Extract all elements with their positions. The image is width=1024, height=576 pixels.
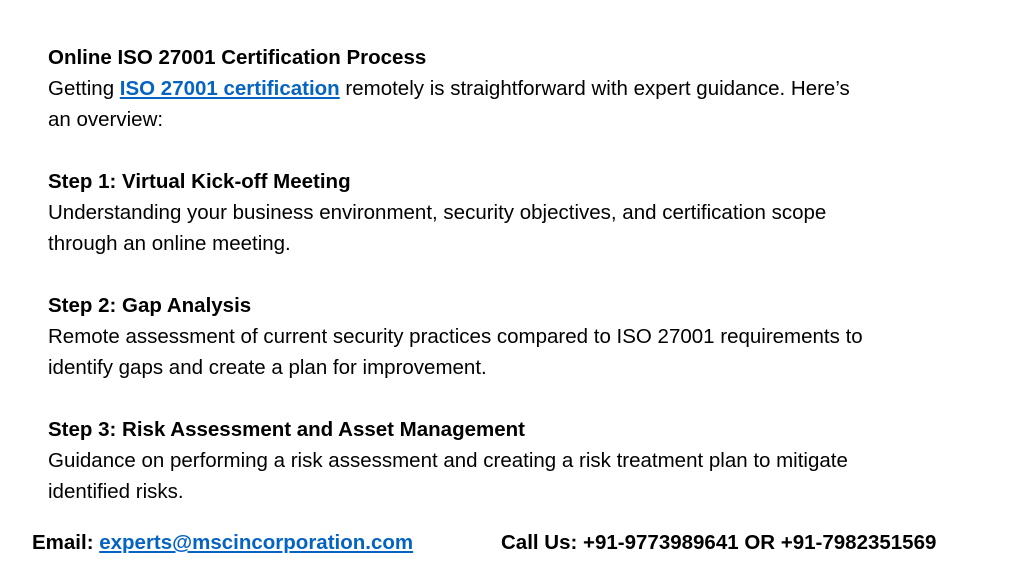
step-2-title: Step 2: Gap Analysis [48,294,252,317]
intro-paragraph-line-1 [48,73,988,104]
step-2-description-line-1: Remote assessment of current security practices compared to ISO 27001 requirements to [48,325,863,348]
section-spacer [48,259,988,290]
document-body [48,42,988,507]
intro-text-after-link: remotely is straightforward with expert guidance. Here’s [339,77,850,100]
email-link[interactable]: experts@mscincorporation.com [99,531,414,554]
step-2-description-line-2: identify gaps and create a plan for improvement. [48,356,487,379]
step-3-description-line-1: Guidance on performing a risk assessment and creating a risk treatment plan to mitigate [48,449,848,472]
iso-27001-certification-link[interactable]: ISO 27001 certification [119,77,340,100]
section-spacer [48,383,988,414]
email-label: Email: [32,531,100,554]
email-contact [32,528,413,558]
page-heading: Online ISO 27001 Certification Process [48,46,427,69]
step-3-title: Step 3: Risk Assessment and Asset Management [48,418,525,441]
intro-paragraph-line-2: an overview: [48,108,164,131]
step-3-description-line-2: identified risks. [48,480,184,503]
step-1-description-line-2: through an online meeting. [48,232,291,255]
step-1-title: Step 1: Virtual Kick-off Meeting [48,170,351,193]
section-spacer [48,135,988,166]
phone-contact: Call Us: +91-9773989641 OR +91-7982351569 [501,531,937,554]
step-1-description-line-1: Understanding your business environment, security objectives, and certification scope [48,201,827,224]
intro-text-before-link: Getting [48,77,120,100]
